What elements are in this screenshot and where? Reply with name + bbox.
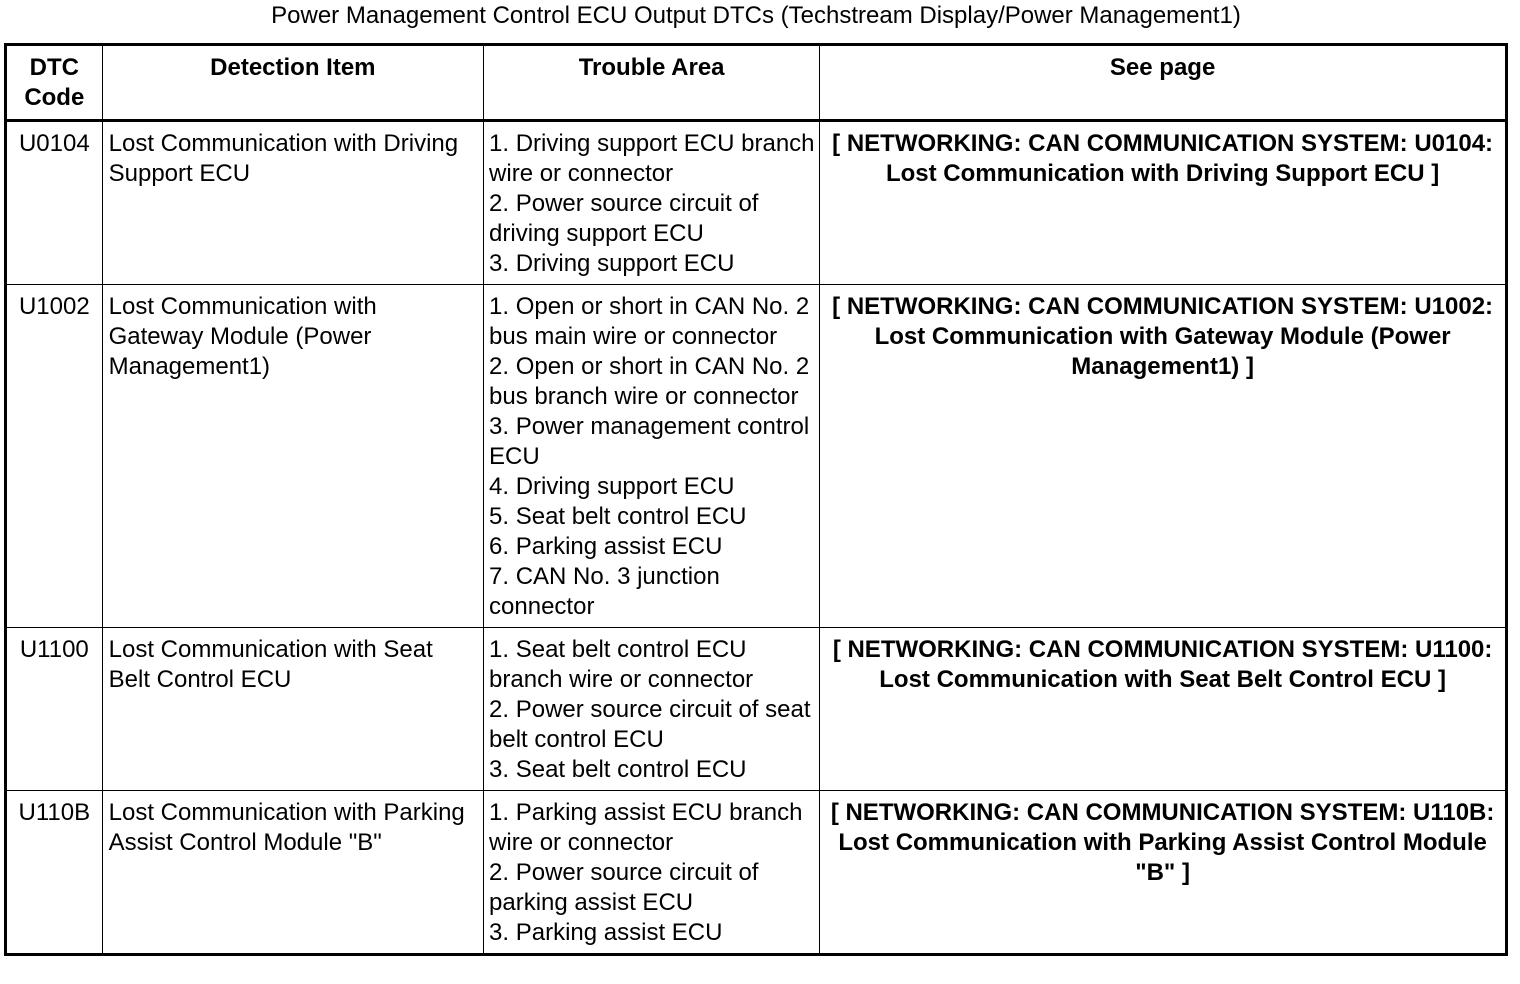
see-page-link[interactable]: [ NETWORKING: CAN COMMUNICATION SYSTEM: U1002: Lost Communication with Gateway Module (Power Management1) ] [832, 293, 1494, 380]
trouble-area-line: 3. Driving support ECU [489, 250, 735, 277]
see-page-cell [820, 285, 1507, 628]
trouble-area-line: 6. Parking assist ECU [489, 533, 723, 560]
see-page-link[interactable]: [ NETWORKING: CAN COMMUNICATION SYSTEM: U0104: Lost Communication with Driving Support ECU ] [832, 130, 1494, 187]
see-page-cell [820, 628, 1507, 791]
detection-item-cell: Lost Communication with Parking Assist Control Module "B" [102, 791, 483, 955]
trouble-area-line: 1. Driving support ECU branch wire or connector [489, 130, 815, 187]
header-see-page: See page [820, 45, 1507, 121]
trouble-area-cell [484, 285, 820, 628]
trouble-area-line: 3. Parking assist ECU [489, 919, 723, 946]
page-title: Power Management Control ECU Output DTCs (Techstream Display/Power Management1) [271, 2, 1241, 29]
table-row [6, 285, 1507, 628]
detection-item-cell: Lost Communication with Gateway Module (Power Management1) [102, 285, 483, 628]
trouble-area-line: 2. Open or short in CAN No. 2 bus branch wire or connector [489, 353, 810, 410]
table-row [6, 628, 1507, 791]
trouble-area-line: 4. Driving support ECU [489, 473, 735, 500]
trouble-area-line: 1. Seat belt control ECU branch wire or connector [489, 636, 754, 693]
dtc-code-cell: U0104 [6, 121, 103, 285]
trouble-area-line: 2. Power source circuit of seat belt control ECU [489, 696, 811, 753]
trouble-area-line: 1. Parking assist ECU branch wire or connector [489, 799, 803, 856]
trouble-area-cell [484, 121, 820, 285]
header-detection-item: Detection Item [102, 45, 483, 121]
see-page-cell [820, 121, 1507, 285]
detection-item-cell: Lost Communication with Driving Support ECU [102, 121, 483, 285]
header-dtc-code [6, 45, 103, 121]
table-row [6, 791, 1507, 955]
see-page-cell [820, 791, 1507, 955]
see-page-link[interactable]: [ NETWORKING: CAN COMMUNICATION SYSTEM: U110B: Lost Communication with Parking Assist Control Module "B" ] [830, 799, 1495, 886]
dtc-table [4, 43, 1508, 956]
table-header-row [6, 45, 1507, 121]
dtc-code-cell: U1002 [6, 285, 103, 628]
trouble-area-line: 3. Power management control ECU [489, 413, 810, 470]
trouble-area-line: 1. Open or short in CAN No. 2 bus main wire or connector [489, 293, 810, 350]
trouble-area-line: 5. Seat belt control ECU [489, 503, 747, 530]
trouble-area-cell [484, 791, 820, 955]
trouble-area-line: 3. Seat belt control ECU [489, 756, 747, 783]
dtc-code-cell: U110B [6, 791, 103, 955]
detection-item-cell: Lost Communication with Seat Belt Control ECU [102, 628, 483, 791]
header-trouble-area: Trouble Area [484, 45, 820, 121]
see-page-link[interactable]: [ NETWORKING: CAN COMMUNICATION SYSTEM: U1100: Lost Communication with Seat Belt Control ECU ] [832, 636, 1493, 693]
trouble-area-line: 2. Power source circuit of driving support ECU [489, 190, 759, 247]
trouble-area-line: 7. CAN No. 3 junction connector [489, 563, 720, 620]
trouble-area-line: 2. Power source circuit of parking assist ECU [489, 859, 759, 916]
trouble-area-cell [484, 628, 820, 791]
header-dtc-code-label: DTC Code [24, 54, 85, 111]
table-row [6, 121, 1507, 285]
dtc-code-cell: U1100 [6, 628, 103, 791]
